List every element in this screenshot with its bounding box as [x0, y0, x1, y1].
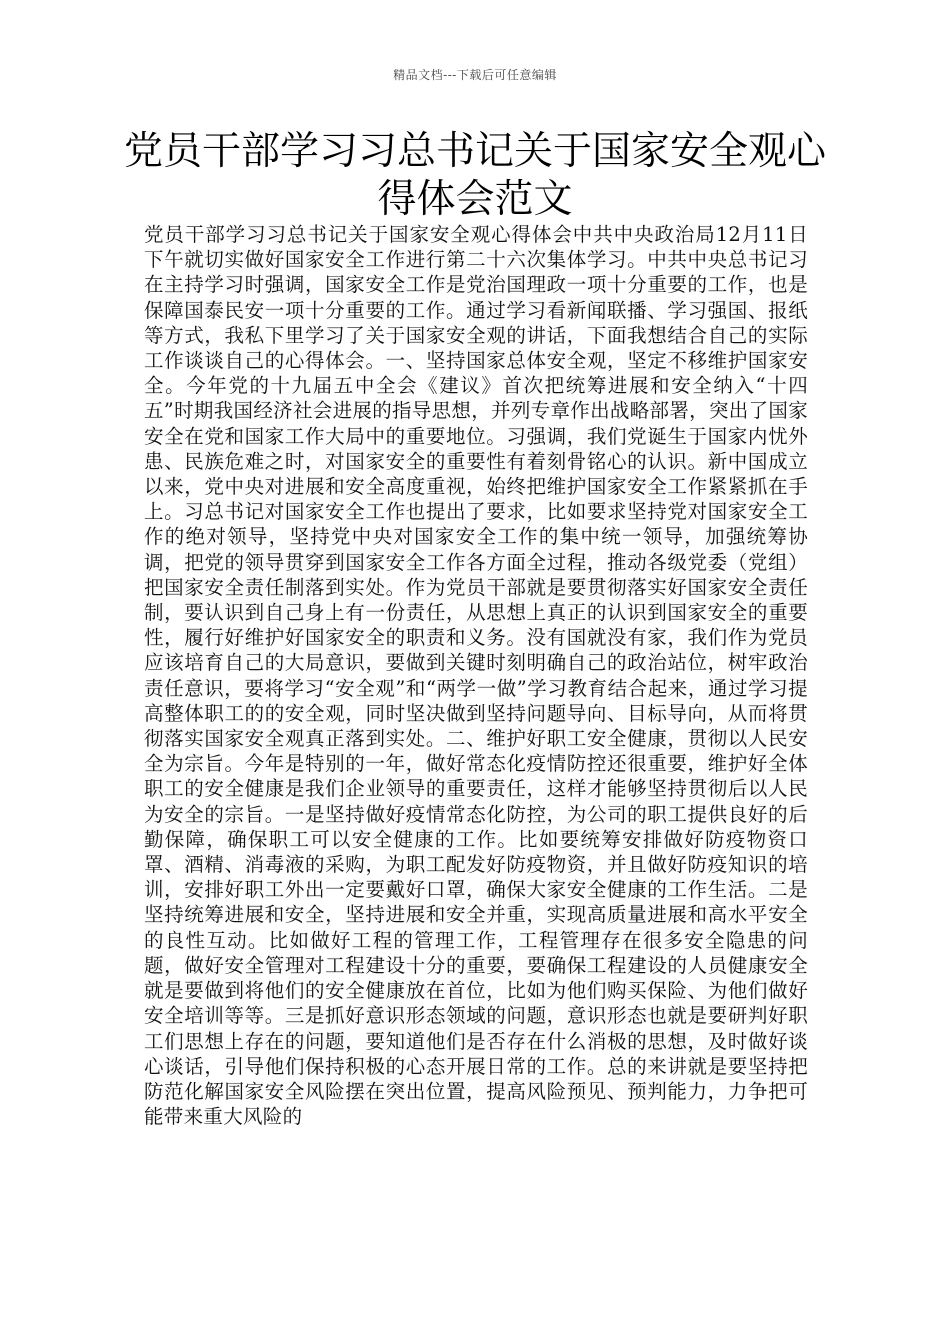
document-title: 党员干部学习习总书记关于国家安全观心得体会范文: [123, 129, 826, 222]
document-body: 党员干部学习习总书记关于国家安全观心得体会中共中央政治局12月11日下午就切实做好国家安全工作进行第二十六次集体学习。中共中央总书记习在主持学习时强调，国家安全工作是党治国理政一项十分重要的工作，也是保障国泰民安一项十分重要的工作。通过学习看新闻联播、学习强国、报纸等方式，我私下里学习了关于国家安全观的讲话，下面我想结合自己的实际工作谈谈自己的心得体会。一、坚持国家总体安全观，坚定不移维护国家安全。今年党的十九届五中全会《建议》首次把统筹进展和安全纳入“十四五”时期我国经济社会进展的指导思想，并列专章作出战略部署，突出了国家安全在党和国家工作大局中的重要地位。习强调，我们党诞生于国家内忧外患、民族危难之时，对国家安全的重要性有着刻骨铭心的认识。新中国成立以来，党中央对进展和安全高度重视，始终把维护国家安全工作紧紧抓在手上。习总书记对国家安全工作也提出了要求，比如要求坚持党对国家安全工作的绝对领导，坚持党中央对国家安全工作的集中统一领导，加强统筹协调，把党的领导贯穿到国家安全工作各方面全过程，推动各级党委（党组）把国家安全责任制落到实处。作为党员干部就是要贯彻落实好国家安全责任制，要认识到自己身上有一份责任，从思想上真正的认识到国家安全的重要性，履行好维护好国家安全的职责和义务。没有国就没有家，我们作为党员应该培育自己的大局意识，要做到关键时刻明确自己的政治站位，树牢政治责任意识，要将学习“安全观”和“两学一做”学习教育结合起来，通过学习提高整体职工的的安全观，同时坚决做到坚持问题导向、目标导向，从而将贯彻落实国家安全观真正落到实处。二、维护好职工安全健康，贯彻以人民安全为宗旨。今年是特别的一年，做好常态化疫情防控还很重要，维护好全体职工的安全健康是我们企业领导的重要责任，这样才能够坚持贯彻后以人民为安全的宗旨。一是坚持做好疫情常态化防控，为公司的职工提供良好的后勤保障，确保职工可以安全健康的工作。比如要统筹安排做好防疫物资口罩、酒精、消毒液的采购，为职工配发好防疫物资，并且做好防疫知识的培训，安排好职工外出一定要戴好口罩，确保大家安全健康的工作生活。二是坚持统筹进展和安全，坚持进展和安全并重，实现高质量进展和高水平安全的良性互动。比如做好工程的管理工作，工程管理存在很多安全隐患的问题，做好安全管理对工程建设十分的重要，要确保工程建设的人员健康安全就是要做到将他们的安全健康放在首位，比如为他们购买保险、为他们做好安全培训等等。三是抓好意识形态领域的问题，意识形态也就是要研判好职工们思想上存在的问题，要知道他们是否存在什么消极的思想，及时做好谈心谈话，引导他们保持积极的心态开展日常的工作。总的来讲就是要坚持把防范化解国家安全风险摆在突出位置，提高风险预见、预判能力，力争把可能带来重大风险的: [144, 223, 808, 1129]
header-note: 精品文档---下载后可任意编辑: [393, 68, 557, 82]
